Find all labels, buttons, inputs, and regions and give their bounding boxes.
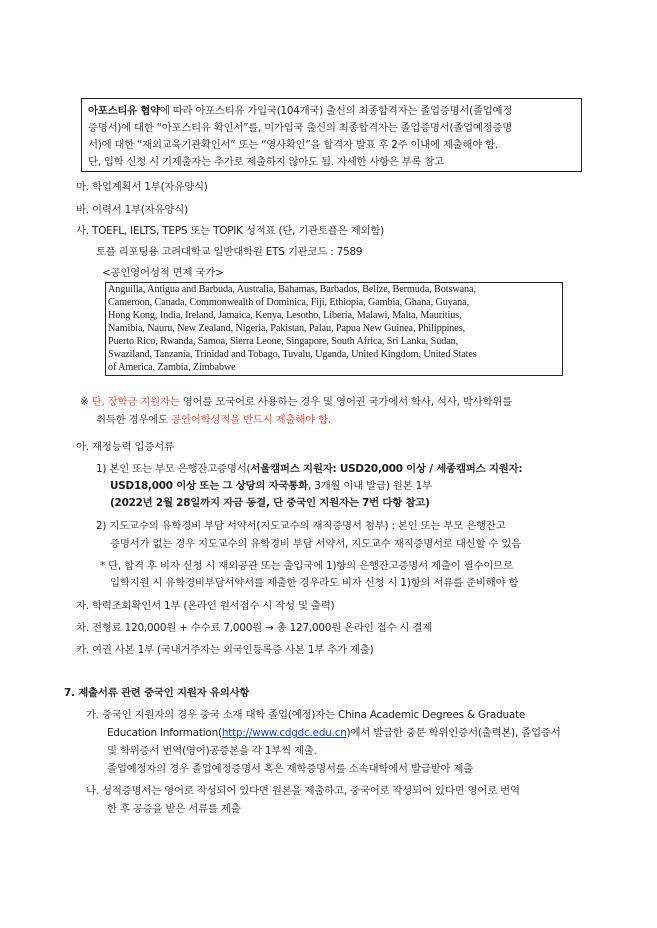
exempt-countries-title: <공인영어성적 면제 국가>: [102, 267, 224, 279]
apostille-line-4: 단, 입학 신청 시 기제출자는 추가로 제출하지 않아도 됨. 자세한 사항은 부록 참고: [88, 156, 444, 168]
scholarship-note-text: 영어를 모국어로 사용하는 경우 및 영어권 국가에서 학사, 석사, 박사학위를: [179, 396, 512, 408]
apostille-notice-box: [81, 98, 582, 172]
language-score-required-highlight: 공인어학성적을 반드시 제출해야 함.: [171, 414, 332, 426]
finance-amount-bold-2: USD18,000 이상 또는 그 상당의 자국통화: [110, 480, 308, 492]
scholarship-applicant-highlight: 단, 장학금 지원자는: [91, 396, 180, 408]
item-ma-study-plan: 마. 학업계획서 1부(자유양식): [76, 181, 208, 193]
scholarship-note-text-2: 취득한 경우에도: [96, 414, 172, 426]
scholarship-note-line-1: [80, 395, 512, 409]
cdgdc-link[interactable]: http://www.cdgdc.edu.cn: [221, 727, 347, 739]
apostille-line-1-text: 에 따라 아포스티유 가입국(104개국) 출신의 최종합격자는 졸업증명서(졸업예정: [159, 105, 513, 117]
exempt-countries-line: of America, Zambia, Zimbabwe: [108, 362, 236, 373]
section-7-ga-line-1: 가. 중국인 지원자의 경우 중국 소재 대학 졸업(예정)자는 China Academic Degrees & Graduate: [86, 709, 526, 721]
exempt-countries-line: Puerto Rico, Rwanda, Samoa, Sierra Leone, Singapore, South Africa, Sri Lanka, Sudan,: [108, 336, 459, 347]
exempt-countries-line: Anguilla, Antigua and Barbuda, Australia, Bahamas, Barbados, Belize, Bermuda, Botswana,: [108, 284, 476, 295]
section-7-ga-text: Education Information(: [107, 727, 222, 739]
finance-amount-bold: 서울캠퍼스 지원자: USD20,000 이상 / 세종캠퍼스 지원자:: [250, 463, 523, 475]
exempt-countries-line: Hong Kong, India, Ireland, Jamaica, Kenya, Lesotho, Liberia, Malawi, Malta, Mauritius,: [108, 310, 462, 321]
section-7-ga-line-2: [107, 726, 561, 740]
exempt-countries-box: [105, 282, 563, 376]
exempt-countries-line: Cameroon, Canada, Commonwealth of Dominica, Fiji, Ethiopia, Gambia, Ghana, Guyana,: [108, 297, 470, 308]
apostille-term: 아포스티유 협약: [88, 105, 160, 117]
section-7-na-line-2: 한 후 공증을 받은 서류를 제출: [107, 803, 241, 815]
toefl-code-line: 토플 리포팅용 고려대학교 일반대학원 ETS 기관코드 : 7589: [96, 246, 363, 258]
finance-item-2-line-1: 2) 지도교수의 유학경비 부담 서약서(지도교수의 재직증명서 첨부) : 본인 또는 부모 은행잔고: [96, 520, 506, 532]
finance-item-2-line-2: 증명서가 없는 경우 지도교수의 유학경비 부담 서약서, 지도교수 재직증명서로 대신할 수 있음: [110, 538, 522, 550]
visa-note-line-2: 입학지원 시 유학경비부담서약서를 제출한 경우라도 비자 신청 시 1)항의 서류를 준비해야 함: [110, 577, 519, 589]
finance-item-1-text-2: , 3개월 이내 발급) 원본 1부: [307, 480, 432, 492]
item-ja-verification: 자. 학력조회확인서 1부 (온라인 원서접수 시 작성 및 출력): [76, 600, 335, 612]
section-7-ga-text-2: )에서 발급한 중문 학위인증서(출력본), 졸업증서: [346, 727, 561, 739]
section-7-title: 7. 제출서류 관련 중국인 지원자 유의사항: [64, 687, 250, 699]
finance-item-1-line-2: [110, 479, 432, 493]
section-7-ga-line-3: 및 학위증서 번역(영어)공증본을 각 1부씩 제출.: [107, 745, 317, 757]
item-cha-fee: 차. 전형료 120,000원 + 수수료 7,000원 → 총 127,000원 온라인 접수 시 결제: [76, 622, 433, 634]
item-ka-passport: 카. 여권 사본 1부 (국내거주자는 외국인등록증 사본 1부 추가 제출): [76, 644, 374, 656]
apostille-line-2: 증명서)에 대한 “아포스티유 확인서”를, 미가입국 출신의 최종합격자는 졸업증명서(졸업예정증명: [88, 122, 512, 134]
item-sa-language-score: 사. TOEFL, IELTS, TEPS 또는 TOPIK 성적표 (단, 기관토플은 제외함): [76, 225, 385, 237]
section-7-ga-line-4: 졸업예정자의 경우 졸업예정증명서 혹은 재학증명서를 소속대학에서 발급받아 제출: [107, 763, 474, 775]
exempt-countries-line: Namibia, Nauru, New Zealand, Nigeria, Pakistan, Palau, Papua New Guinea, Philippines,: [108, 323, 466, 334]
visa-note-line-1: * 단, 합격 후 비자 신청 시 재외공관 또는 출입국에 1)항의 은행잔고증명서 제출이 필수이므로: [100, 560, 513, 572]
exempt-countries-line: Swaziland, Tanzania, Trinidad and Tobago, Tuvalu, Uganda, United Kingdom, United States: [108, 349, 477, 360]
apostille-line-1: [88, 102, 512, 117]
apostille-line-3: 서)에 대한 “재외교육기관확인서” 또는 “영사확인”을 합격자 발표 후 2주 이내에 제출해야 함.: [88, 139, 498, 151]
finance-section-title: 아. 재정능력 입증서류: [76, 441, 174, 453]
section-7-na-line-1: 나. 성적증명서는 영어로 작성되어 있다면 원본을 제출하고, 중국어로 작성되어 있다면 영어로 번역: [86, 785, 520, 797]
finance-item-1-line-3: (2022년 2월 28일까지 자금 동결, 단 중국인 지원자는 7번 다항 참고): [110, 497, 430, 509]
scholarship-note-line-2: [96, 413, 331, 427]
item-ba-resume: 바. 이력서 1부(자유양식): [76, 204, 188, 216]
finance-item-1-text: 1) 본인 또는 부모 은행잔고증명서(: [96, 463, 251, 475]
finance-item-1-line-1: [96, 462, 522, 476]
reference-mark: ※: [80, 396, 89, 408]
